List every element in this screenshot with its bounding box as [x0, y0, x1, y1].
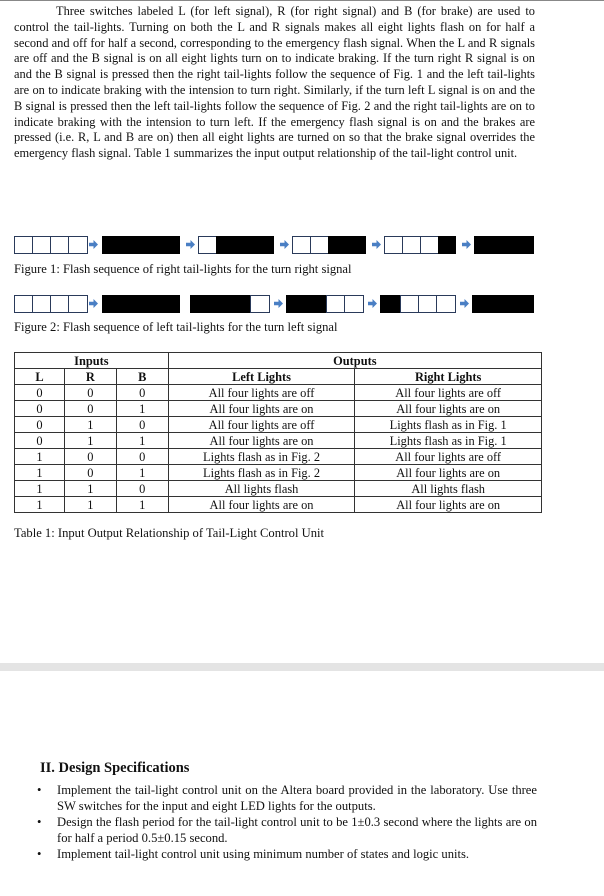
- lamp-on: [190, 295, 250, 313]
- lamp-off: [32, 295, 52, 313]
- lamp-off: [400, 295, 420, 313]
- col-header-b: B: [116, 369, 168, 385]
- cell-left-lights: Lights flash as in Fig. 2: [168, 449, 355, 465]
- lamp-off: [68, 236, 88, 254]
- lamp-off: [68, 295, 88, 313]
- cell-l: 0: [15, 433, 65, 449]
- design-spec-list: [37, 782, 537, 862]
- cell-right-lights: All four lights are on: [355, 497, 542, 513]
- lamp-on: [286, 295, 326, 313]
- cell-right-lights: All lights flash: [355, 481, 542, 497]
- spec-text: Implement tail-light control unit using minimum number of states and logic units.: [57, 847, 470, 861]
- cell-l: 1: [15, 449, 65, 465]
- arrow-right-icon: [274, 299, 283, 308]
- cell-left-lights: All four lights are off: [168, 417, 355, 433]
- design-spec-heading: II. Design Specifications: [40, 760, 190, 776]
- cell-b: 1: [116, 465, 168, 481]
- lamp-off: [198, 236, 218, 254]
- arrow-right-icon: [462, 240, 471, 249]
- bullet-glyph: •: [37, 847, 42, 861]
- table-row: [15, 497, 542, 513]
- table-row: [15, 417, 542, 433]
- intro-paragraph: Three switches labeled L (for left signal), R (for right signal) and B (for brake) are used to control the tail-lights. Turning on both the L and R signals makes all eight lights flash on for half a second and off for half a second, corresponding to the emergency flash signal. When the L and R signals are off and the B signal is on all eight lights turn on to indicate braking. If the turn right R signal is on and the B signal is pressed then the right tail-lights follow the sequence of Fig. 1 and the left tail-lights are on to indicate braking with the intension to turn right. Similarly, if the turn left L signal is on and the B signal is pressed then the left tail-lights follow the sequence of Fig. 2 and the right tail-lights are on to indicate braking with the intension to turn left. If the emergency flash signal is on and the brakes are pressed (i.e. R, L and B are on) then all eight lights are turned on so that the brake signal overrides the emergency flash signal. Table 1 summarizes the input output relationship of the tail-light control unit.: [14, 4, 535, 161]
- cell-right-lights: All four lights are off: [355, 449, 542, 465]
- spec-text: Implement the tail-light control unit on the Altera board provided in the laboratory. Use three SW switches for the input and eight LED lights for the outputs.: [57, 783, 537, 813]
- lamp-off: [344, 295, 364, 313]
- lamp-on: [474, 236, 534, 254]
- spec-text: Design the flash period for the tail-light control unit to be 1±0.3 second where the lights are on for half a period 0.5±0.15 second.: [57, 815, 537, 845]
- bullet-glyph: •: [37, 815, 42, 829]
- cell-l: 1: [15, 497, 65, 513]
- cell-b: 0: [116, 449, 168, 465]
- cell-r: 0: [64, 401, 116, 417]
- outputs-header: Outputs: [168, 353, 541, 369]
- cell-b: 0: [116, 417, 168, 433]
- cell-r: 0: [64, 465, 116, 481]
- arrow-right-icon: [372, 240, 381, 249]
- lamp-off: [250, 295, 270, 313]
- table-row: [15, 401, 542, 417]
- table-row: [15, 433, 542, 449]
- cell-r: 1: [64, 433, 116, 449]
- col-header-l: L: [15, 369, 65, 385]
- bullet-glyph: •: [37, 783, 42, 797]
- table-row: [15, 481, 542, 497]
- list-item: [37, 846, 537, 862]
- lamp-off: [418, 295, 438, 313]
- lamp-off: [326, 295, 346, 313]
- cell-b: 1: [116, 401, 168, 417]
- cell-l: 0: [15, 417, 65, 433]
- lamp-off: [292, 236, 312, 254]
- cell-right-lights: Lights flash as in Fig. 1: [355, 433, 542, 449]
- io-table: [14, 352, 542, 513]
- lamp-off: [50, 236, 70, 254]
- table-row: [15, 449, 542, 465]
- cell-l: 0: [15, 385, 65, 401]
- cell-l: 1: [15, 465, 65, 481]
- cell-right-lights: All four lights are on: [355, 401, 542, 417]
- cell-r: 1: [64, 481, 116, 497]
- lamp-off: [420, 236, 440, 254]
- top-rule: [0, 0, 604, 1]
- cell-left-lights: Lights flash as in Fig. 2: [168, 465, 355, 481]
- lamp-on: [102, 236, 180, 254]
- list-item: [37, 782, 537, 814]
- table-column-header-row: [15, 369, 542, 385]
- lamp-off: [310, 236, 330, 254]
- inputs-header: Inputs: [15, 353, 169, 369]
- cell-b: 0: [116, 385, 168, 401]
- page-separator: [0, 663, 604, 671]
- lamp-on: [102, 295, 180, 313]
- cell-b: 1: [116, 497, 168, 513]
- cell-left-lights: All four lights are off: [168, 385, 355, 401]
- lamp-on: [328, 236, 366, 254]
- arrow-right-icon: [89, 240, 98, 249]
- figure-2-sequence: [14, 295, 534, 313]
- figure-2-caption: Figure 2: Flash sequence of left tail-lights for the turn left signal: [14, 320, 338, 334]
- cell-r: 0: [64, 385, 116, 401]
- cell-right-lights: All four lights are on: [355, 465, 542, 481]
- lamp-off: [14, 236, 34, 254]
- figure-1-caption: Figure 1: Flash sequence of right tail-lights for the turn right signal: [14, 262, 352, 276]
- cell-right-lights: Lights flash as in Fig. 1: [355, 417, 542, 433]
- cell-left-lights: All lights flash: [168, 481, 355, 497]
- list-item: [37, 814, 537, 846]
- lamp-off: [32, 236, 52, 254]
- lamp-off: [50, 295, 70, 313]
- cell-left-lights: All four lights are on: [168, 401, 355, 417]
- cell-r: 1: [64, 417, 116, 433]
- col-header-r: R: [64, 369, 116, 385]
- cell-left-lights: All four lights are on: [168, 497, 355, 513]
- arrow-right-icon: [368, 299, 377, 308]
- lamp-off: [402, 236, 422, 254]
- arrow-right-icon: [280, 240, 289, 249]
- arrow-right-icon: [460, 299, 469, 308]
- cell-l: 0: [15, 401, 65, 417]
- cell-right-lights: All four lights are off: [355, 385, 542, 401]
- cell-b: 0: [116, 481, 168, 497]
- col-header-left-lights: Left Lights: [168, 369, 355, 385]
- arrow-right-icon: [89, 299, 98, 308]
- lamp-off: [384, 236, 404, 254]
- lamp-on: [380, 295, 400, 313]
- lamp-on: [216, 236, 274, 254]
- figure-1-sequence: [14, 236, 534, 254]
- cell-r: 0: [64, 449, 116, 465]
- cell-r: 1: [64, 497, 116, 513]
- table-1-caption: Table 1: Input Output Relationship of Tail-Light Control Unit: [14, 526, 325, 540]
- cell-l: 1: [15, 481, 65, 497]
- cell-left-lights: All four lights are on: [168, 433, 355, 449]
- lamp-on: [472, 295, 534, 313]
- arrow-right-icon: [186, 240, 195, 249]
- col-header-right-lights: Right Lights: [355, 369, 542, 385]
- lamp-on: [438, 236, 456, 254]
- table-row: [15, 385, 542, 401]
- table-row: [15, 465, 542, 481]
- lamp-off: [14, 295, 34, 313]
- cell-b: 1: [116, 433, 168, 449]
- table-group-header-row: [15, 353, 542, 369]
- lamp-off: [436, 295, 456, 313]
